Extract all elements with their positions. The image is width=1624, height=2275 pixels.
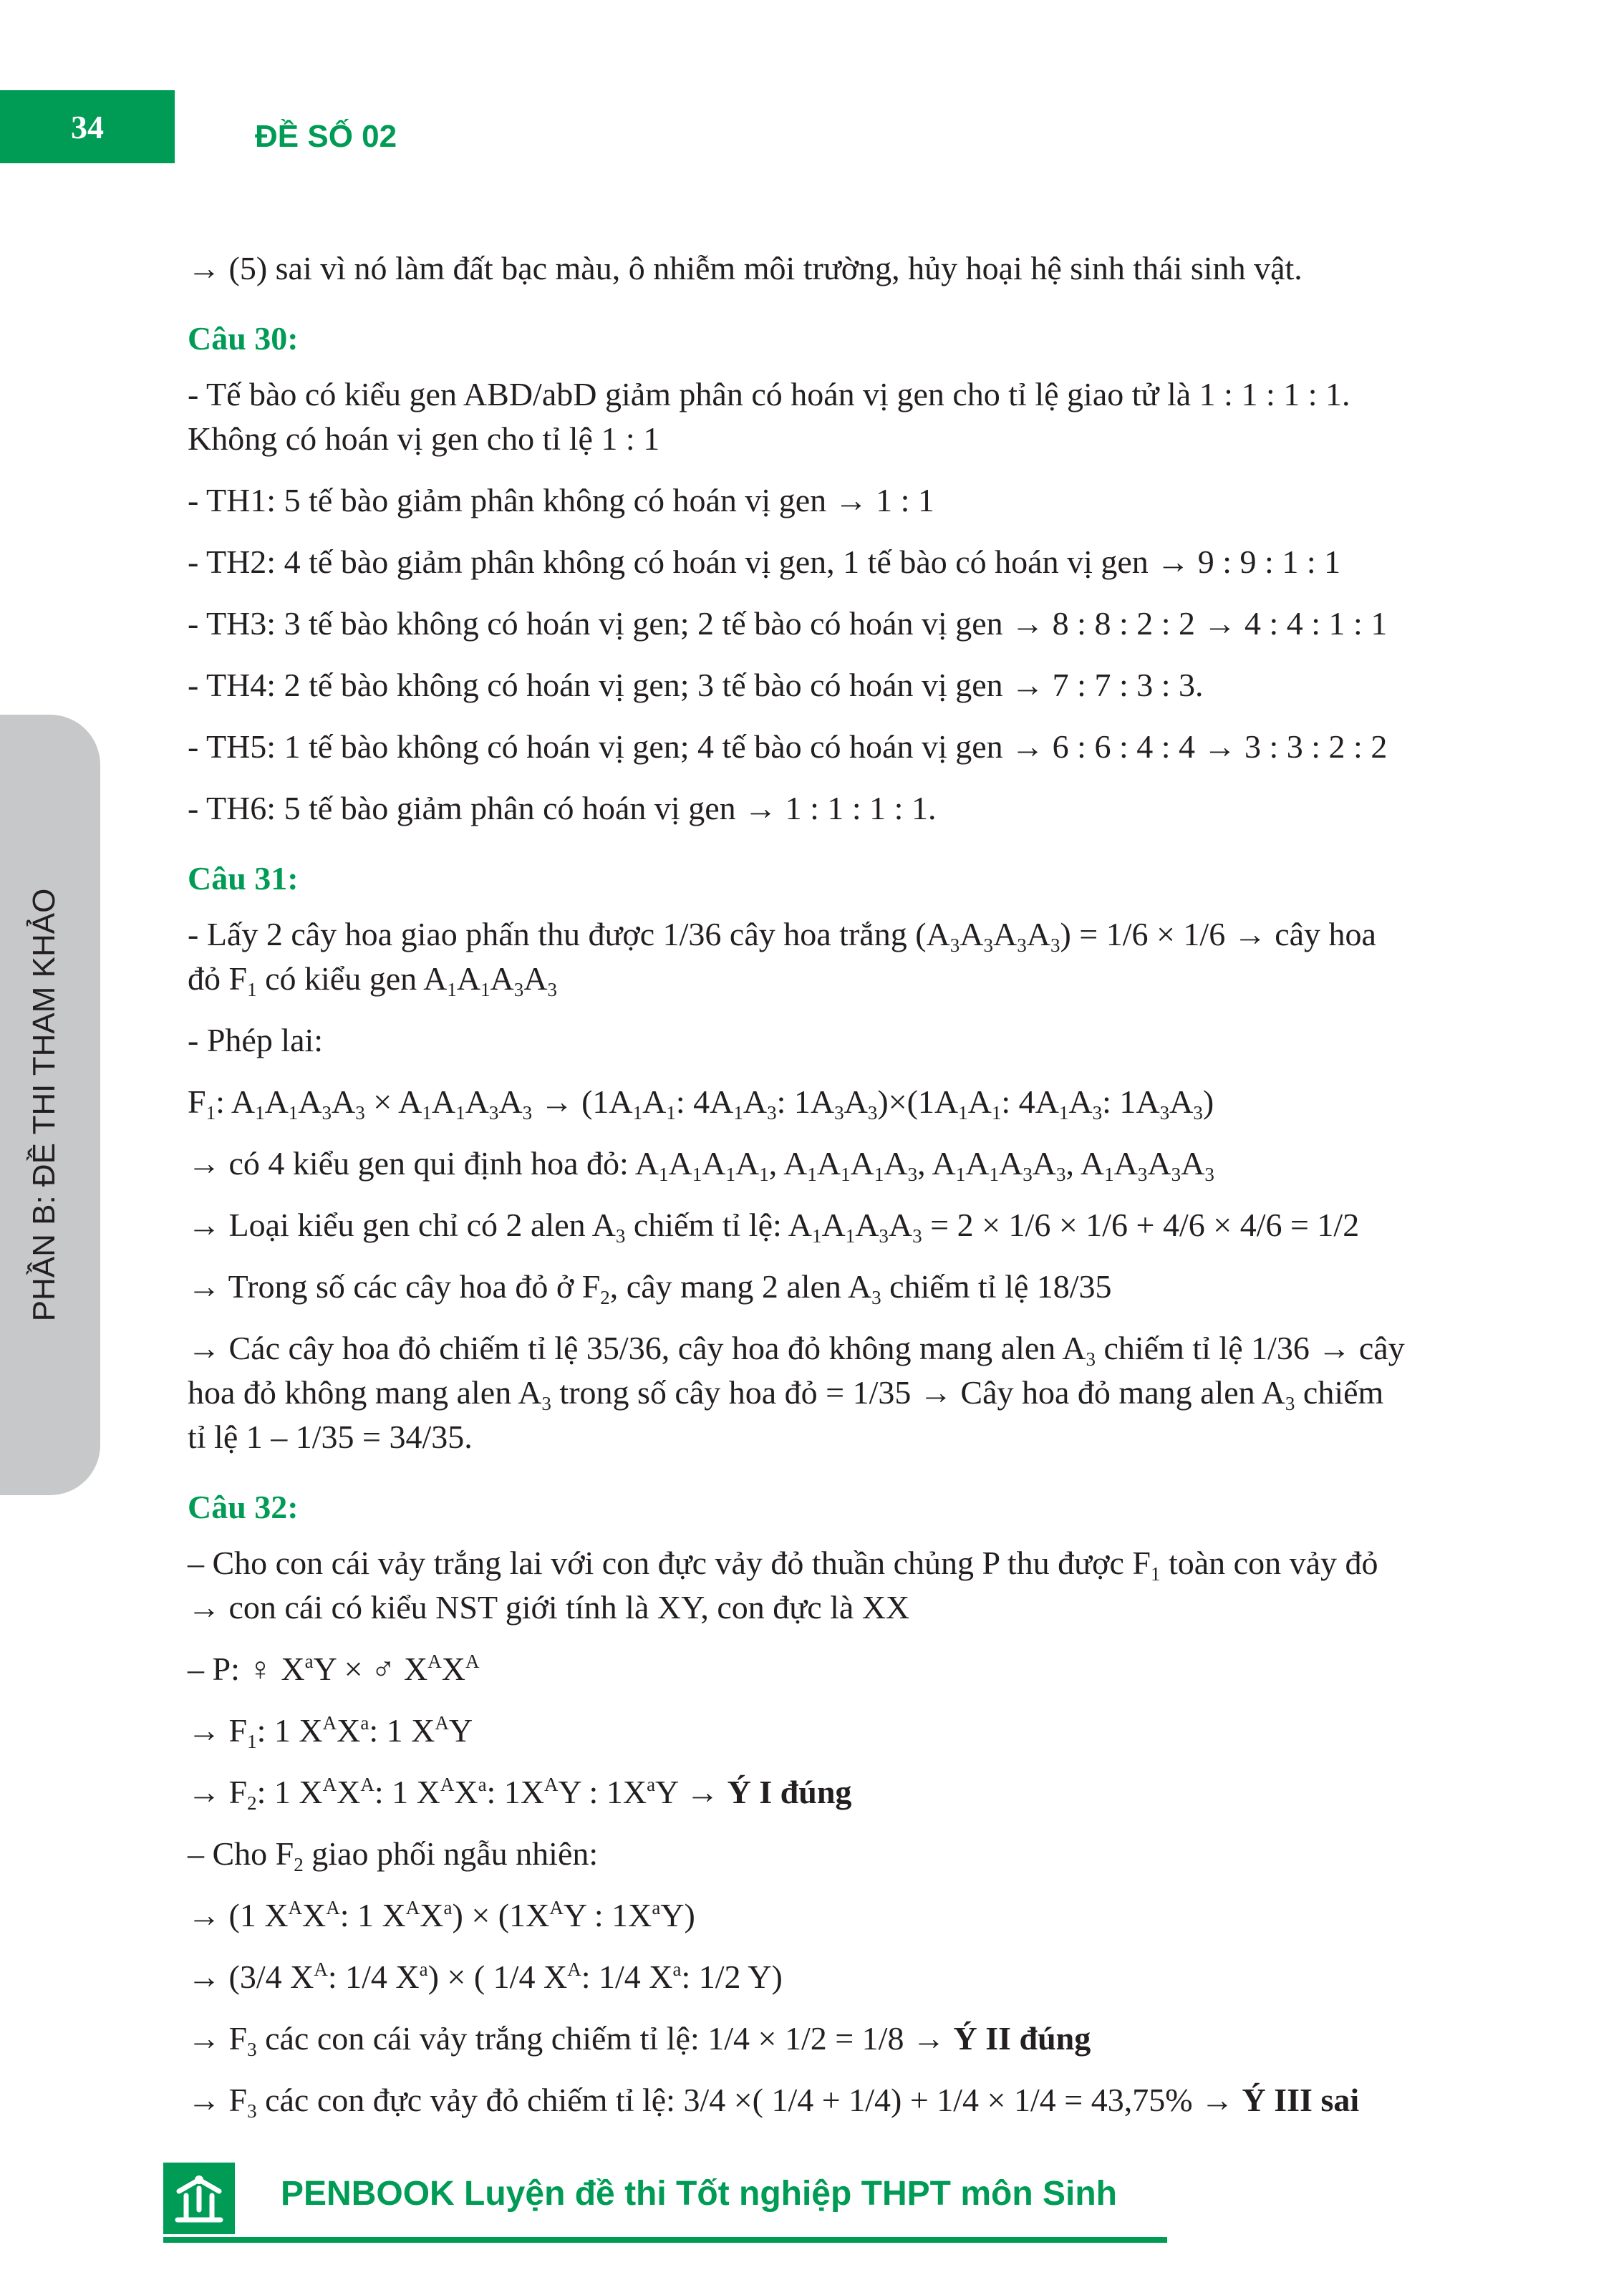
q31-line-6: → Loại kiểu gen chỉ có 2 alen $A_3$ chiếm tỉ lệ: $A_1A_1A_3A_3 = 2 \times 1/6 \times 1/6 + 4/6 \times 4/6 = 1/2$	[188, 1207, 1360, 1247]
q30-line-2: Không có hoán vị gen cho tỉ lệ 1 : 1	[188, 420, 660, 457]
footer-divider	[163, 2237, 1167, 2243]
q30-case-3: - TH3: 3 tế bào không có hoán vị gen; 2 tế bào có hoán vị gen → 8 : 8 : 2 : 2 → 4 : 4 : 1 : 1	[188, 605, 1388, 642]
q31-line-10: tỉ lệ 1 – 1/35 = 34/35.	[188, 1419, 473, 1455]
q30-line-1: - Tế bào có kiểu gen ABD/abD giảm phân có hoán vị gen cho tỉ lệ giao tử là 1 : 1 : 1 : 1.	[188, 376, 1350, 412]
side-tab-label: PHẦN B: ĐỀ THI THAM KHẢO	[26, 888, 62, 1322]
q31-line-5: → có 4 kiểu gen qui định hoa đỏ: $A_1A_1A_1A_1$, $A_1A_1A_1A_3$, $A_1A_1A_3A_3$, $A_1A_3A_3A_3$	[188, 1145, 1214, 1185]
q32-line-4: → $F_1$: 1 $X^AX^a$: 1 $X^AY$	[188, 1712, 473, 1752]
exam-title: ĐỀ SỐ 02	[255, 119, 397, 154]
verdict-1: Ý I đúng	[727, 1774, 852, 1810]
q31-line-9: hoa đỏ không mang alen $A_3$ trong số cây hoa đỏ = 1/35 → Cây hoa đỏ mang alen $A_3$ chiếm	[188, 1374, 1384, 1414]
q30-case-4: - TH4: 2 tế bào không có hoán vị gen; 3 tế bào có hoán vị gen → 7 : 7 : 3 : 3.	[188, 667, 1204, 703]
q32-line-5: → $F_2$: 1 $X^AX^A$: 1 $X^AX^a$: $1X^AY$ : $1X^aY$ → Ý I đúng	[188, 1774, 852, 1814]
q31-line-2: đỏ $F_1$ có kiểu gen $A_1A_1A_3A_3$	[188, 960, 558, 1000]
q30-case-2: - TH2: 4 tế bào giảm phân không có hoán vị gen, 1 tế bào có hoán vị gen → 9 : 9 : 1 : 1	[188, 544, 1341, 580]
answer-content	[188, 246, 1498, 2122]
q32-line-6: – Cho $F_2$ giao phối ngẫu nhiên:	[188, 1835, 599, 1875]
q32-line-1: – Cho con cái vảy trắng lai với con đực vảy đỏ thuần chủng P thu được $F_1$ toàn con vảy đỏ	[188, 1545, 1378, 1585]
q32-line-3: – P: ♀ $X^aY$ × ♂ $X^AX^A$	[188, 1651, 480, 1687]
book-logo-icon	[163, 2163, 235, 2234]
q32-heading: Câu 32:	[188, 1489, 299, 1525]
q30-case-6: - TH6: 5 tế bào giảm phân có hoán vị gen → 1 : 1 : 1 : 1.	[188, 790, 937, 826]
page-number: 34	[71, 108, 104, 145]
q32-line-10: → $F_3$ các con đực vảy đỏ chiếm tỉ lệ: 3/4 ×( 1/4 + 1/4) + 1/4 × 1/4 = 43,75% → Ý III sai	[188, 2082, 1360, 2122]
q30-case-1: - TH1: 5 tế bào giảm phân không có hoán vị gen → 1 : 1	[188, 482, 934, 518]
q31-line-1: - Lấy 2 cây hoa giao phấn thu được 1/36 cây hoa trắng $(A_3A_3A_3A_3) = 1/6 \times 1/6$ → cây hoa	[188, 916, 1376, 956]
q32-line-8: → (3/4 $X^A$: 1/4 $X^a$) × ( 1/4 $X^A$: 1/4 $X^a$: 1/2 Y)	[188, 1958, 783, 1995]
q30-heading: Câu 30:	[188, 320, 299, 357]
footer-book-title: PENBOOK Luyện đề thi Tốt nghiệp THPT môn Sinh	[281, 2175, 1117, 2213]
q31-line-8: → Các cây hoa đỏ chiếm tỉ lệ 35/36, cây hoa đỏ không mang alen $A_3$ chiếm tỉ lệ 1/36 → cây	[188, 1330, 1405, 1370]
q31-line-7: → Trong số các cây hoa đỏ ở $F_2$, cây mang 2 alen $A_3$ chiếm tỉ lệ 18/35	[188, 1268, 1112, 1308]
q32-line-2: → con cái có kiểu NST giới tính là XY, con đực là XX	[188, 1589, 910, 1626]
q31-line-3: - Phép lai:	[188, 1022, 324, 1058]
verdict-2: Ý II đúng	[953, 2020, 1091, 2057]
verdict-3: Ý III sai	[1242, 2082, 1360, 2118]
page-number-badge	[0, 90, 175, 163]
q31-line-4: $F_1$: $A_1A_1A_3A_3 \times A_1A_1A_3A_3 \to (1A_1A_1$: $4A_1A_3$: $1A_3A_3)\times(1A_1A_1$: $4A_1A_3$: $1A_3A_3$)	[188, 1083, 1214, 1124]
q32-line-9: → $F_3$ các con cái vảy trắng chiếm tỉ lệ: 1/4 × 1/2 = 1/8 → Ý II đúng	[188, 2020, 1091, 2060]
q31-heading: Câu 31:	[188, 860, 299, 897]
intro-line: → (5) sai vì nó làm đất bạc màu, ô nhiễm môi trường, hủy hoại hệ sinh thái sinh vật.	[188, 250, 1302, 286]
q32-line-7: → (1 $X^AX^A$: 1 $X^AX^a) \times (1X^AY$ : $1X^aY$)	[188, 1897, 695, 1933]
q30-case-5: - TH5: 1 tế bào không có hoán vị gen; 4 tế bào có hoán vị gen → 6 : 6 : 4 : 4 → 3 : 3 : 2 : 2	[188, 728, 1388, 765]
